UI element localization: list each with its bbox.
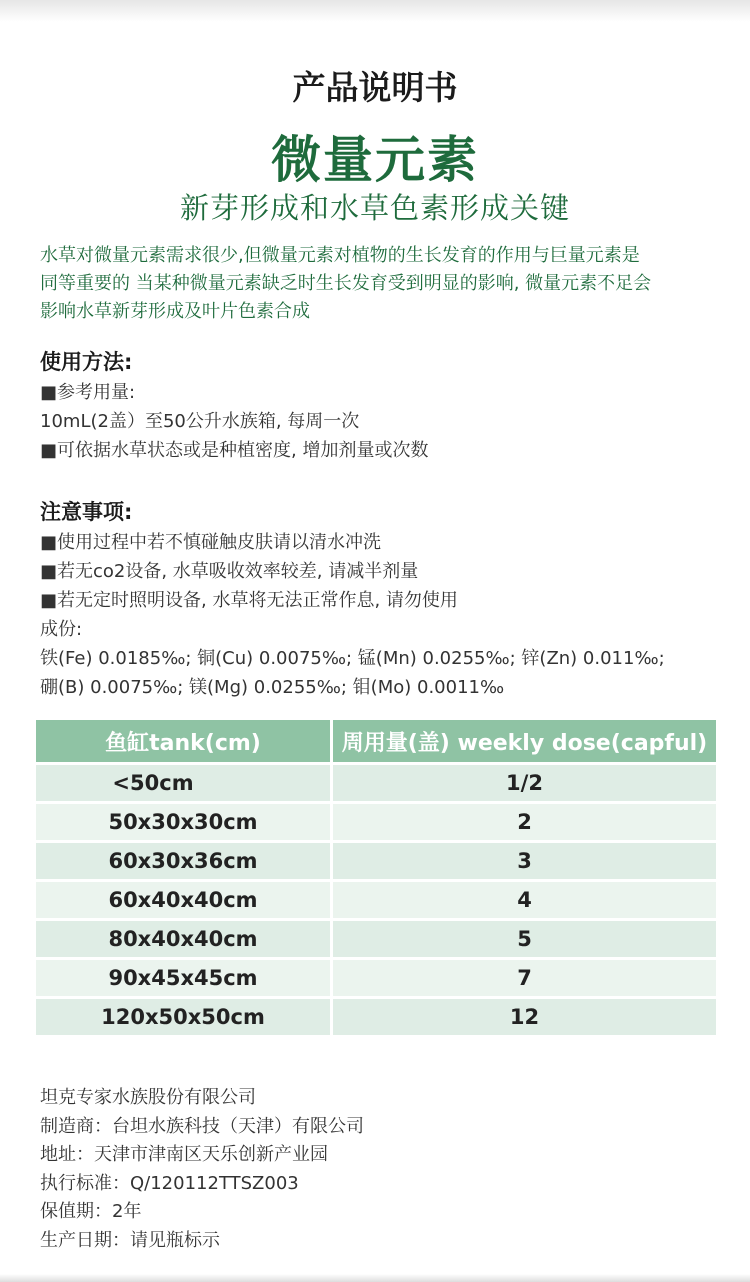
table-row — [36, 960, 716, 996]
shelf-life: 保值期：2年 — [40, 1201, 142, 1222]
manufacturer: 制造商：台坦水族科技（天津）有限公司 — [40, 1115, 364, 1137]
usage-section — [40, 346, 720, 465]
top-shadow — [0, 0, 750, 22]
table-row — [36, 765, 716, 801]
usage-line: ■参考用量: — [40, 382, 136, 403]
table-row — [36, 999, 716, 1035]
ingredients-line: 硼(B) 0.0075‰; 镁(Mg) 0.0255‰; 钼(Mo) 0.0011‰ — [40, 677, 505, 698]
product-subtitle: 新芽形成和水草色素形成关键 — [179, 191, 570, 225]
company-name: 坦克专家水族股份有限公司 — [40, 1087, 256, 1108]
notes-title: 注意事项: — [40, 500, 133, 524]
notes-line: ■若无co2设备, 水草吸收效率较差, 请减半剂量 — [40, 561, 419, 582]
tank-size-cell: <50cm — [36, 765, 333, 801]
product-name: 微量元素 — [271, 131, 479, 189]
tank-size-cell: 50x30x30cm — [36, 804, 333, 840]
intro-paragraph — [40, 242, 730, 326]
tank-size-cell: 60x40x40cm — [36, 882, 333, 918]
usage-line: ■可依据水草状态或是种植密度, 增加剂量或次数 — [40, 440, 429, 461]
notes-section — [40, 496, 720, 702]
column-header-dose: 周用量(盖) weekly dose(capful) — [333, 720, 716, 762]
dose-table — [36, 717, 716, 1038]
table-row — [36, 804, 716, 840]
notes-line: ■使用过程中若不慎碰触皮肤请以清水冲洗 — [40, 532, 382, 553]
usage-line: 10mL(2盖）至50公升水族箱, 每周一次 — [40, 411, 360, 432]
tank-size-cell: 60x30x36cm — [36, 843, 333, 879]
column-header-tank: 鱼缸tank(cm) — [36, 720, 333, 762]
table-row — [36, 882, 716, 918]
document-title: 产品说明书 — [292, 68, 458, 107]
intro-line: 水草对微量元素需求很少,但微量元素对植物的生长发育的作用与巨量元素是 — [40, 245, 640, 266]
standard: 执行标准：Q/120112TTSZ003 — [40, 1172, 299, 1194]
ingredients-line: 铁(Fe) 0.0185‰; 铜(Cu) 0.0075‰; 锰(Mn) 0.0255‰; 锌(Zn) 0.011‰; — [40, 648, 665, 669]
dose-cell: 2 — [333, 804, 716, 840]
intro-line: 同等重要的 当某种微量元素缺乏时生长发育受到明显的影响, 微量元素不足会 — [40, 273, 652, 294]
usage-title: 使用方法: — [40, 350, 133, 374]
company-info — [40, 1084, 720, 1255]
dose-cell: 1/2 — [333, 765, 716, 801]
tank-size-cell: 90x45x45cm — [36, 960, 333, 996]
intro-line: 影响水草新芽形成及叶片色素合成 — [40, 301, 310, 322]
address: 地址：天津市津南区天乐创新产业园 — [40, 1144, 328, 1165]
dose-cell: 7 — [333, 960, 716, 996]
table-header-row — [36, 720, 716, 762]
dose-cell: 12 — [333, 999, 716, 1035]
tank-size-cell: 120x50x50cm — [36, 999, 333, 1035]
bottom-shadow — [0, 1274, 750, 1282]
table-row — [36, 921, 716, 957]
production-date: 生产日期：请见瓶标示 — [40, 1229, 220, 1251]
dose-cell: 3 — [333, 843, 716, 879]
dose-cell: 4 — [333, 882, 716, 918]
notes-line: ■若无定时照明设备, 水草将无法正常作息, 请勿使用 — [40, 590, 458, 611]
table-row — [36, 843, 716, 879]
tank-size-cell: 80x40x40cm — [36, 921, 333, 957]
ingredients-label: 成份: — [40, 619, 83, 640]
dose-cell: 5 — [333, 921, 716, 957]
